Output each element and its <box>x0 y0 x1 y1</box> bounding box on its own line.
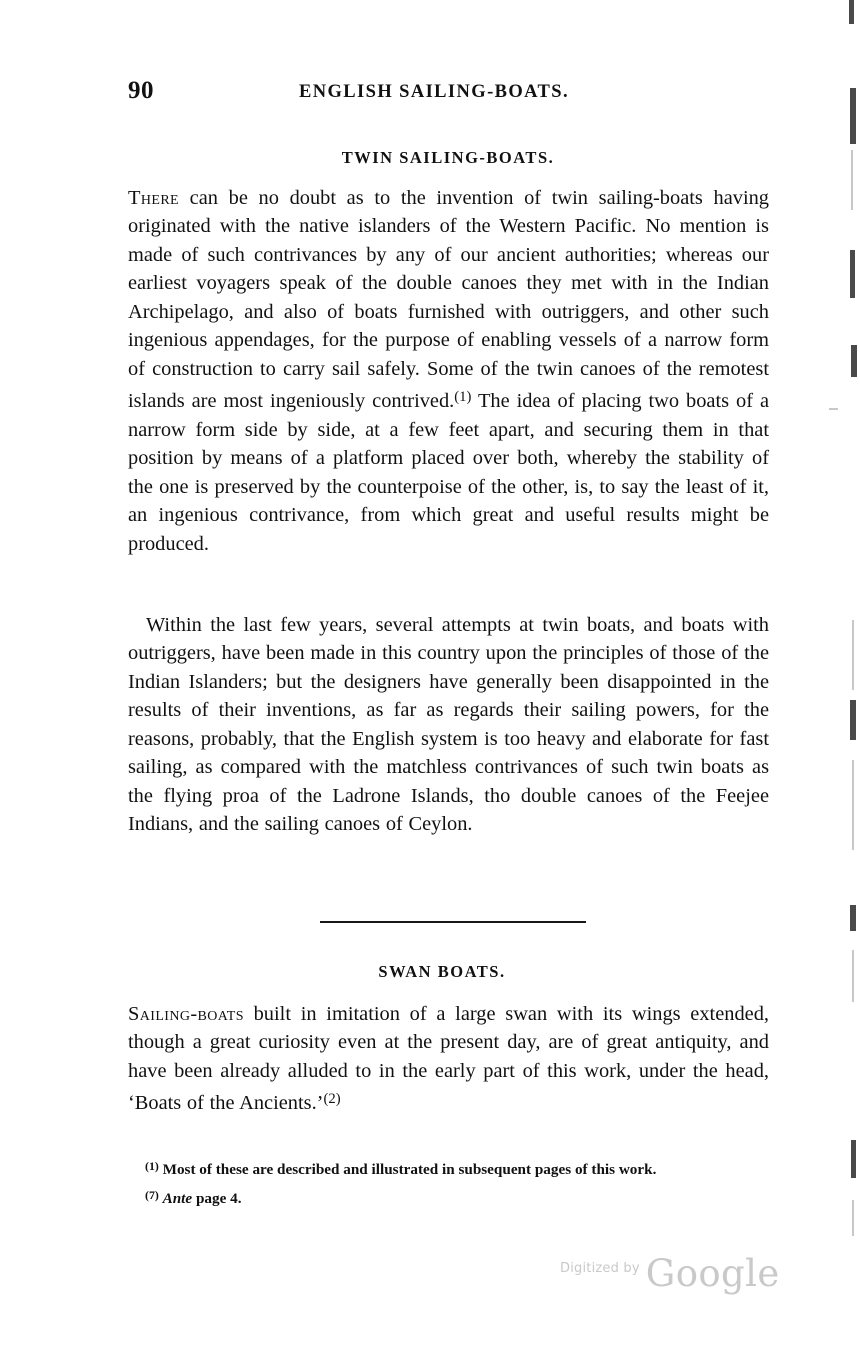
watermark-brand-text: Google <box>645 1252 780 1295</box>
footnote-block <box>128 1155 769 1210</box>
footnote-text-2: page 4. <box>192 1190 242 1208</box>
section-heading-twin-sailing-boats: TWIN SAILING-BOATS. <box>341 148 555 167</box>
paragraph-lead-smallcaps: There <box>128 187 180 209</box>
footnote-item-1 <box>128 1155 769 1181</box>
scan-artifact-edge-4 <box>851 345 857 377</box>
footnote-reference-2[interactable]: (2) <box>323 1091 341 1108</box>
page-header <box>128 76 768 106</box>
scan-artifact-edge-1 <box>849 0 854 24</box>
footnote-marker-2: (7) <box>145 1188 159 1203</box>
section-heading-swan-boats: SWAN BOATS. <box>378 962 506 981</box>
paragraph-text-after-note: The idea of placing two boats of a narrow form side by side, at a few feet apart, and securing them in that position by means of a platform placed over both, whereby the stability of the one is preserved by the counterpoise of the other, is, to say the least of it, an ingenious contrivance, from which great and useful results might be produced. <box>128 390 770 555</box>
paragraph-twin-2 <box>128 611 769 839</box>
paragraph-text: Within the last few years, several attempts at twin boats, and boats with outriggers, have been made in this country upon the principles of those of the Indian Islanders; but the designers have generally been disappointed in the results of their inventions, as far as regards their sailing powers, for the reasons, probably, that the English system is too heavy and elaborate for fast sailing, as compared with the matchless contrivances of such twin boats as the flying proa of the Ladrone Islands, tho double canoes of the Feejee Indians, and the sailing canoes of Ceylon. <box>128 614 769 836</box>
scan-artifact-edge-3 <box>850 250 855 298</box>
footnote-marker-1: (1) <box>145 1159 159 1173</box>
scan-artifact-speck-3 <box>852 620 854 690</box>
paragraph-swan-1 <box>128 1000 769 1118</box>
paragraph-lead-smallcaps: Sailing-boats <box>128 1003 244 1025</box>
paragraph-twin-1 <box>128 184 769 558</box>
running-head: ENGLISH SAILING-BOATS. <box>299 82 569 102</box>
section-divider-rule <box>320 921 586 923</box>
scan-artifact-speck-5 <box>852 950 854 1002</box>
watermark-prefix-text: Digitized by <box>560 1261 640 1276</box>
page-number: 90 <box>128 77 154 104</box>
paragraph-text-before-note: can be no doubt as to the invention of twin sailing-boats having originated with the native islanders of the Western Pacific. No mention is made of such contrivances by any of our ancient authorities; whereas our earliest voyagers speak of the double canoes they met with in the Indian Archipelago, and also of boats furnished with outriggers, and other such ingenious appendages, for the purpose of enabling vessels of a narrow form of construction to carry sail safely. Some of the twin canoes of the remotest islands are most ingeniously contrived. <box>128 187 769 413</box>
paragraph-text-before-note: built in imitation of a large swan with its wings extended, though a great curiosity even at the present day, are of great antiquity, and have been already alluded to in the early part of this work, under the head, ‘Boats of the Ancients.’ <box>128 1003 769 1115</box>
digitized-by-google-watermark <box>560 1252 790 1302</box>
scan-artifact-edge-2 <box>850 88 856 144</box>
scan-artifact-speck-1 <box>851 150 853 210</box>
footnote-text-1: Most of these are described and illustrated in subsequent pages of this work. <box>158 1161 657 1179</box>
scan-artifact-edge-7 <box>851 1140 856 1178</box>
footnote-reference-1[interactable]: (1) <box>454 389 472 406</box>
scan-artifact-edge-5 <box>850 700 856 740</box>
scan-artifact-speck-4 <box>852 760 854 850</box>
footnote-italic-ante: Ante <box>162 1190 193 1208</box>
scan-artifact-edge-6 <box>850 905 856 931</box>
scan-artifact-speck-2 <box>829 408 838 410</box>
footnote-item-2 <box>128 1184 769 1210</box>
scan-artifact-speck-6 <box>852 1200 854 1236</box>
